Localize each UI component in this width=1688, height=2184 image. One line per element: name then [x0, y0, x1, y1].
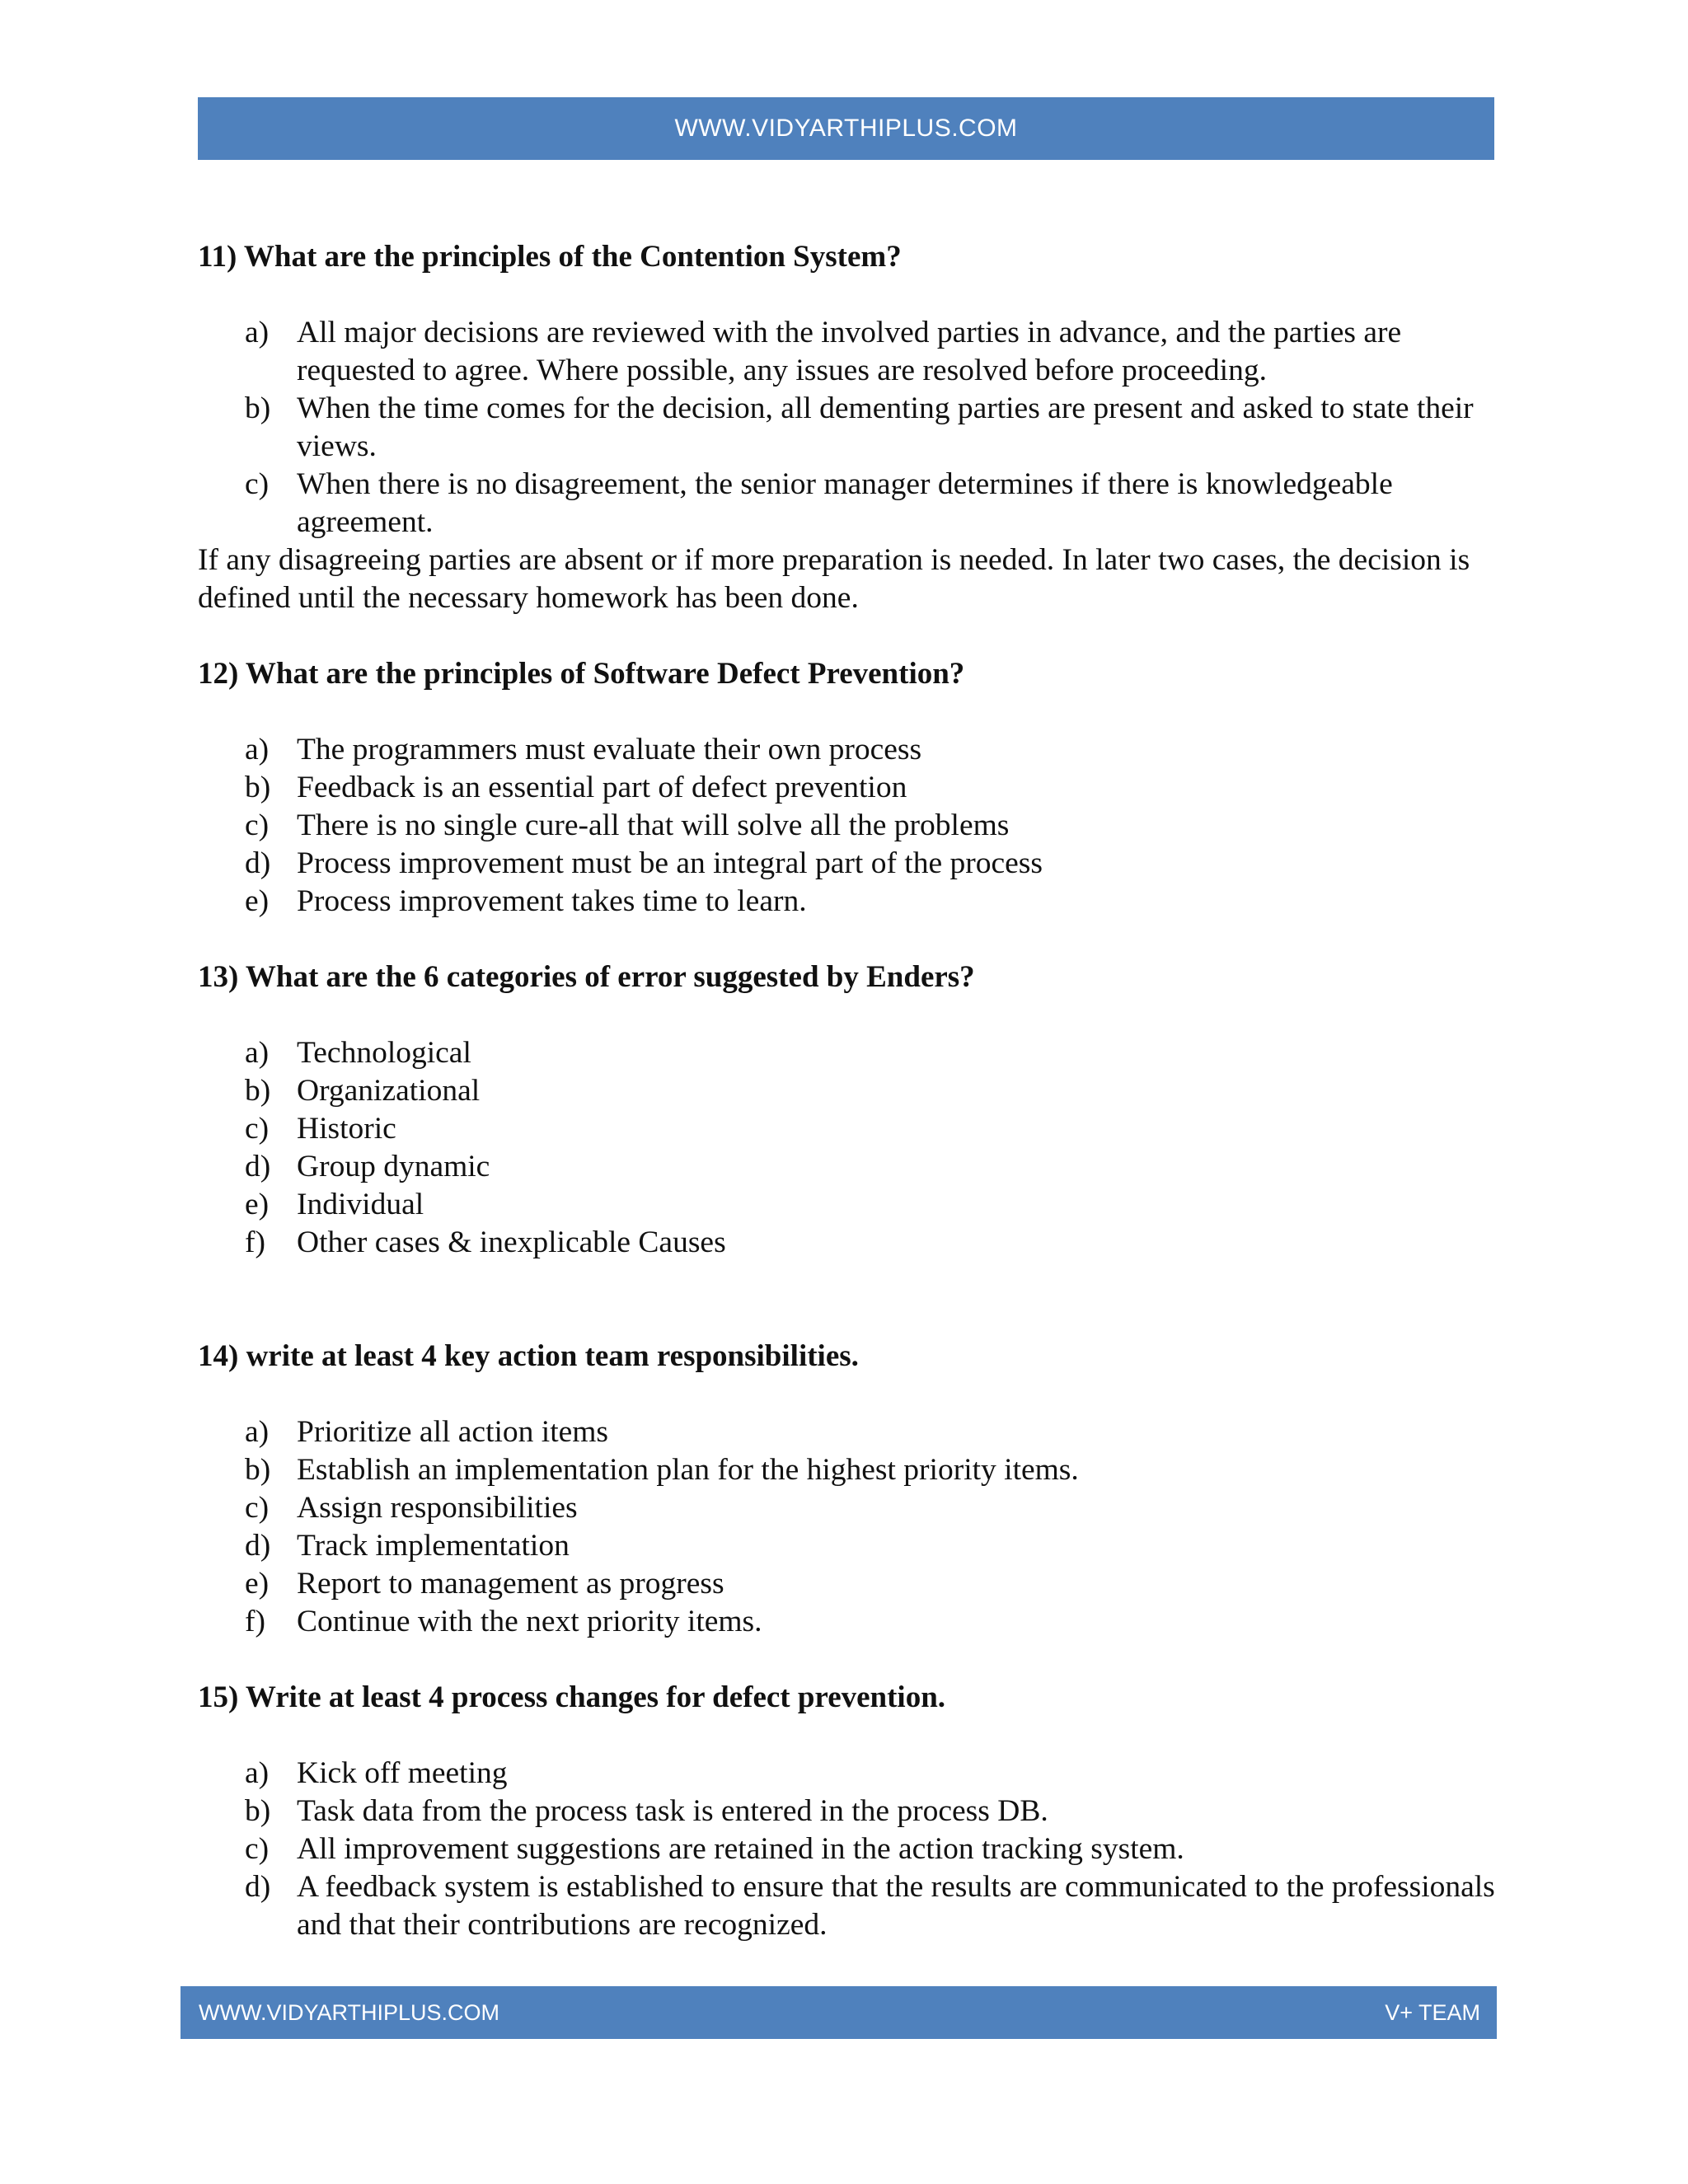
item-letter: d): [245, 1870, 271, 1904]
list-item: [198, 1072, 1500, 1110]
item-text: Assign responsibilities: [297, 1491, 578, 1525]
item-text: Report to management as progress: [297, 1567, 724, 1601]
answer-list: [198, 1413, 1500, 1641]
header-bar: [198, 97, 1494, 160]
item-letter: d): [245, 1529, 271, 1563]
item-letter: e): [245, 884, 270, 918]
item-text: Feedback is an essential part of defect prevention: [297, 771, 907, 804]
list-item: [198, 1451, 1500, 1489]
item-letter: d): [245, 846, 271, 880]
item-letter: e): [245, 1188, 270, 1221]
item-letter: c): [245, 467, 270, 501]
item-text: Organizational: [297, 1074, 481, 1108]
item-letter: b): [245, 1074, 271, 1108]
list-item: [198, 1034, 1500, 1072]
list-item: [198, 1148, 1500, 1186]
list-item: [198, 1868, 1500, 1944]
item-text: The programmers must evaluate their own process: [297, 733, 922, 766]
list-item: [198, 845, 1500, 883]
document-body: [198, 221, 1500, 1944]
header-site-label: WWW.VIDYARTHIPLUS.COM: [674, 115, 1018, 142]
question-heading: 15) Write at least 4 process changes for defect prevention.: [198, 1680, 946, 1714]
question-heading: 14) write at least 4 key action team responsibilities.: [198, 1339, 859, 1373]
list-item: [198, 1186, 1500, 1224]
item-letter: a): [245, 1036, 270, 1070]
list-item: [198, 883, 1500, 921]
item-letter: c): [245, 1832, 270, 1866]
list-item: [198, 1830, 1500, 1868]
item-letter: c): [245, 1112, 270, 1146]
item-letter: f): [245, 1605, 265, 1638]
list-item: [198, 390, 1500, 466]
answer-list: [198, 731, 1500, 921]
footer-bar: [181, 1986, 1497, 2039]
section-note: If any disagreeing parties are absent or if more preparation is needed. In later two cases, the decision is defined until the necessary homework has been done.: [198, 543, 1470, 615]
item-letter: a): [245, 1756, 270, 1790]
list-item: [198, 1110, 1500, 1148]
item-text: There is no single cure-all that will solve all the problems: [297, 808, 1010, 842]
item-text: Establish an implementation plan for the highest priority items.: [297, 1453, 1079, 1487]
list-item: [198, 807, 1500, 845]
item-letter: a): [245, 316, 270, 349]
item-text: A feedback system is established to ensure that the results are communicated to the professionals and that their contributions are recognized.: [297, 1870, 1495, 1942]
item-text: Track implementation: [297, 1529, 570, 1563]
item-text: Task data from the process task is entered in the process DB.: [297, 1794, 1048, 1828]
item-text: All major decisions are reviewed with the involved parties in advance, and the parties are requested to agree. Where possible, any issues are resolved before proceeding.: [297, 316, 1402, 387]
item-letter: c): [245, 808, 270, 842]
item-letter: d): [245, 1150, 271, 1183]
answer-list: [198, 1755, 1500, 1944]
list-item: [198, 1755, 1500, 1793]
item-letter: e): [245, 1567, 270, 1601]
item-letter: a): [245, 1415, 270, 1449]
item-text: Historic: [297, 1112, 396, 1146]
item-text: When there is no disagreement, the senior manager determines if there is knowledgeable agreement.: [297, 467, 1393, 539]
question-heading: 11) What are the principles of the Contention System?: [198, 240, 902, 274]
footer-site-label: WWW.VIDYARTHIPLUS.COM: [199, 1999, 500, 2025]
answer-list: [198, 1034, 1500, 1262]
item-text: Group dynamic: [297, 1150, 490, 1183]
list-item: [198, 1224, 1500, 1262]
list-item: [198, 1527, 1500, 1565]
list-item: [198, 731, 1500, 769]
item-text: Other cases & inexplicable Causes: [297, 1226, 726, 1259]
question-heading: 12) What are the principles of Software Defect Prevention?: [198, 657, 965, 691]
item-text: All improvement suggestions are retained in the action tracking system.: [297, 1832, 1184, 1866]
item-letter: a): [245, 733, 270, 766]
item-letter: f): [245, 1226, 265, 1259]
item-text: Continue with the next priority items.: [297, 1605, 762, 1638]
footer-team-label: V+ TEAM: [1385, 1999, 1480, 2025]
item-letter: c): [245, 1491, 270, 1525]
list-item: [198, 769, 1500, 807]
list-item: [198, 466, 1500, 541]
item-letter: b): [245, 771, 271, 804]
item-letter: b): [245, 1453, 271, 1487]
item-text: Prioritize all action items: [297, 1415, 609, 1449]
item-text: When the time comes for the decision, all dementing parties are present and asked to state their views.: [297, 391, 1474, 463]
item-letter: b): [245, 1794, 271, 1828]
question-heading: 13) What are the 6 categories of error suggested by Enders?: [198, 960, 975, 994]
item-text: Individual: [297, 1188, 424, 1221]
list-item: [198, 1603, 1500, 1641]
item-text: Kick off meeting: [297, 1756, 508, 1790]
list-item: [198, 1489, 1500, 1527]
list-item: [198, 1793, 1500, 1830]
list-item: [198, 314, 1500, 390]
answer-list: [198, 314, 1500, 541]
item-text: Process improvement must be an integral part of the process: [297, 846, 1043, 880]
list-item: [198, 1565, 1500, 1603]
item-text: Process improvement takes time to learn.: [297, 884, 807, 918]
item-letter: b): [245, 391, 271, 425]
list-item: [198, 1413, 1500, 1451]
item-text: Technological: [297, 1036, 471, 1070]
